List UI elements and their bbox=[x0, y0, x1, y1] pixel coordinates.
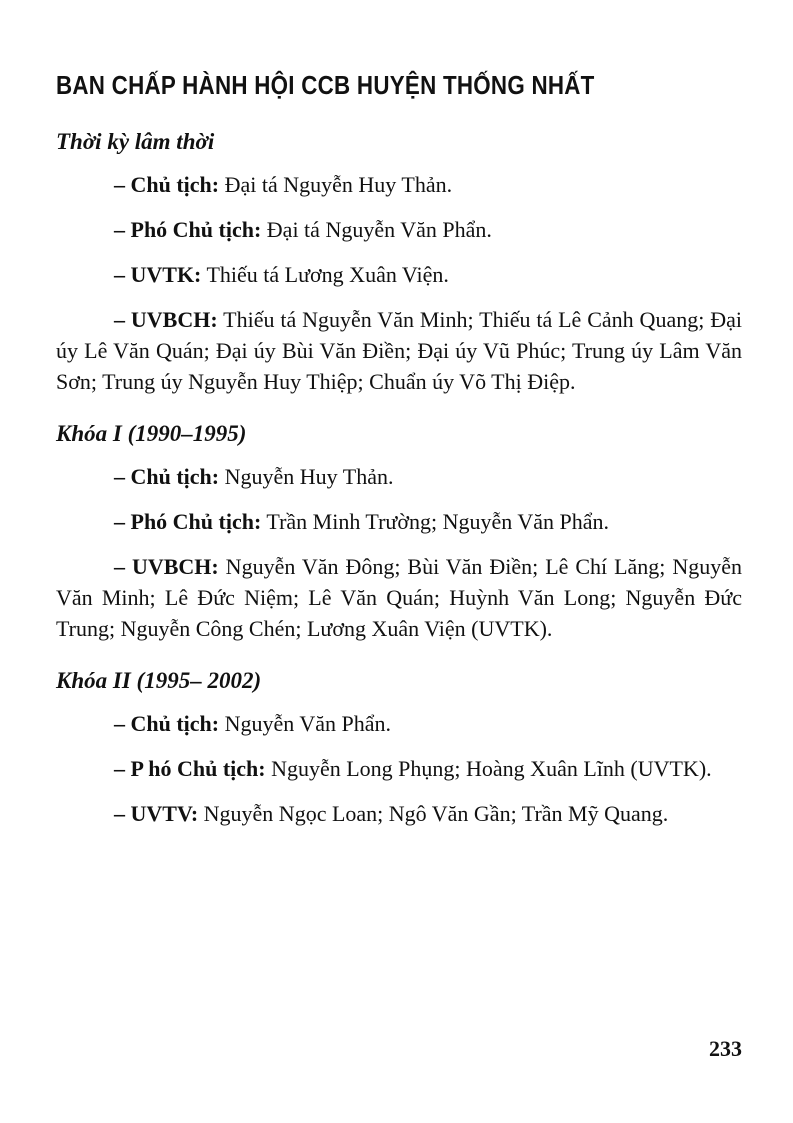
entry-text: Đại tá Nguyễn Văn Phẩn. bbox=[261, 217, 492, 242]
section-heading: Thời kỳ lâm thời bbox=[56, 129, 215, 154]
entry-vice-chairman bbox=[56, 506, 742, 537]
entry-uvbch bbox=[56, 304, 742, 397]
entry-label: – Chủ tịch: bbox=[114, 711, 220, 736]
entry-text: Thiếu tá Lương Xuân Viện. bbox=[201, 262, 449, 287]
entry-chairman bbox=[56, 169, 742, 200]
entry-uvtv bbox=[56, 798, 742, 829]
page-content bbox=[56, 58, 742, 843]
entry-label: – UVBCH: bbox=[114, 554, 219, 579]
section-heading: Khóa II (1995– 2002) bbox=[56, 668, 262, 693]
entry-label: – Chủ tịch: bbox=[114, 464, 220, 489]
entry-text: Nguyễn Ngọc Loan; Ngô Văn Gần; Trần Mỹ Quang. bbox=[198, 801, 669, 826]
entry-uvbch bbox=[56, 551, 742, 644]
section-term-2 bbox=[56, 666, 742, 829]
entry-text: Nguyễn Huy Thản. bbox=[219, 464, 394, 489]
entry-label: – UVTK: bbox=[114, 262, 202, 287]
entry-label: – Phó Chủ tịch: bbox=[114, 509, 262, 534]
entry-text: Đại tá Nguyễn Huy Thản. bbox=[219, 172, 453, 197]
entry-label: – Phó Chủ tịch: bbox=[114, 217, 262, 242]
entry-label: – UVTV: bbox=[114, 801, 199, 826]
section-heading: Khóa I (1990–1995) bbox=[56, 421, 247, 446]
entry-text: Nguyễn Văn Đông; Bùi Văn Điền; Lê Chí Lăng; Nguyễn Văn Minh; Lê Đức Niệm; Lê Văn Quán; Huỳnh Văn Long; Nguyễn Đức Trung; Nguyễn Công Chén; Lương Xuân Viện (UVTK). bbox=[56, 554, 742, 641]
entry-chairman bbox=[56, 708, 742, 739]
entry-vice-chairman bbox=[56, 214, 742, 245]
section-term-1 bbox=[56, 419, 742, 644]
section-interim bbox=[56, 127, 742, 397]
entry-vice-chairman bbox=[56, 753, 742, 784]
page-title: BAN CHẤP HÀNH HỘI CCB HUYỆN THỐNG NHẤT bbox=[56, 70, 595, 100]
entry-uvtk bbox=[56, 259, 742, 290]
entry-text: Nguyễn Long Phụng; Hoàng Xuân Lĩnh (UVTK). bbox=[265, 756, 712, 781]
entry-text: Trần Minh Trường; Nguyễn Văn Phẩn. bbox=[261, 509, 609, 534]
page-number: 233 bbox=[709, 1036, 742, 1061]
entry-chairman bbox=[56, 461, 742, 492]
entry-text: Nguyễn Văn Phẩn. bbox=[219, 711, 392, 736]
entry-label: – UVBCH: bbox=[114, 307, 218, 332]
entry-label: – P hó Chủ tịch: bbox=[114, 756, 266, 781]
entry-label: – Chủ tịch: bbox=[114, 172, 220, 197]
entry-text: Thiếu tá Nguyễn Văn Minh; Thiếu tá Lê Cảnh Quang; Đại úy Lê Văn Quán; Đại úy Bùi Văn Điền; Đại úy Vũ Phúc; Trung úy Lâm Văn Sơn; Trung úy Nguyễn Huy Thiệp; Chuẩn úy Võ Thị Điệp. bbox=[56, 307, 742, 394]
